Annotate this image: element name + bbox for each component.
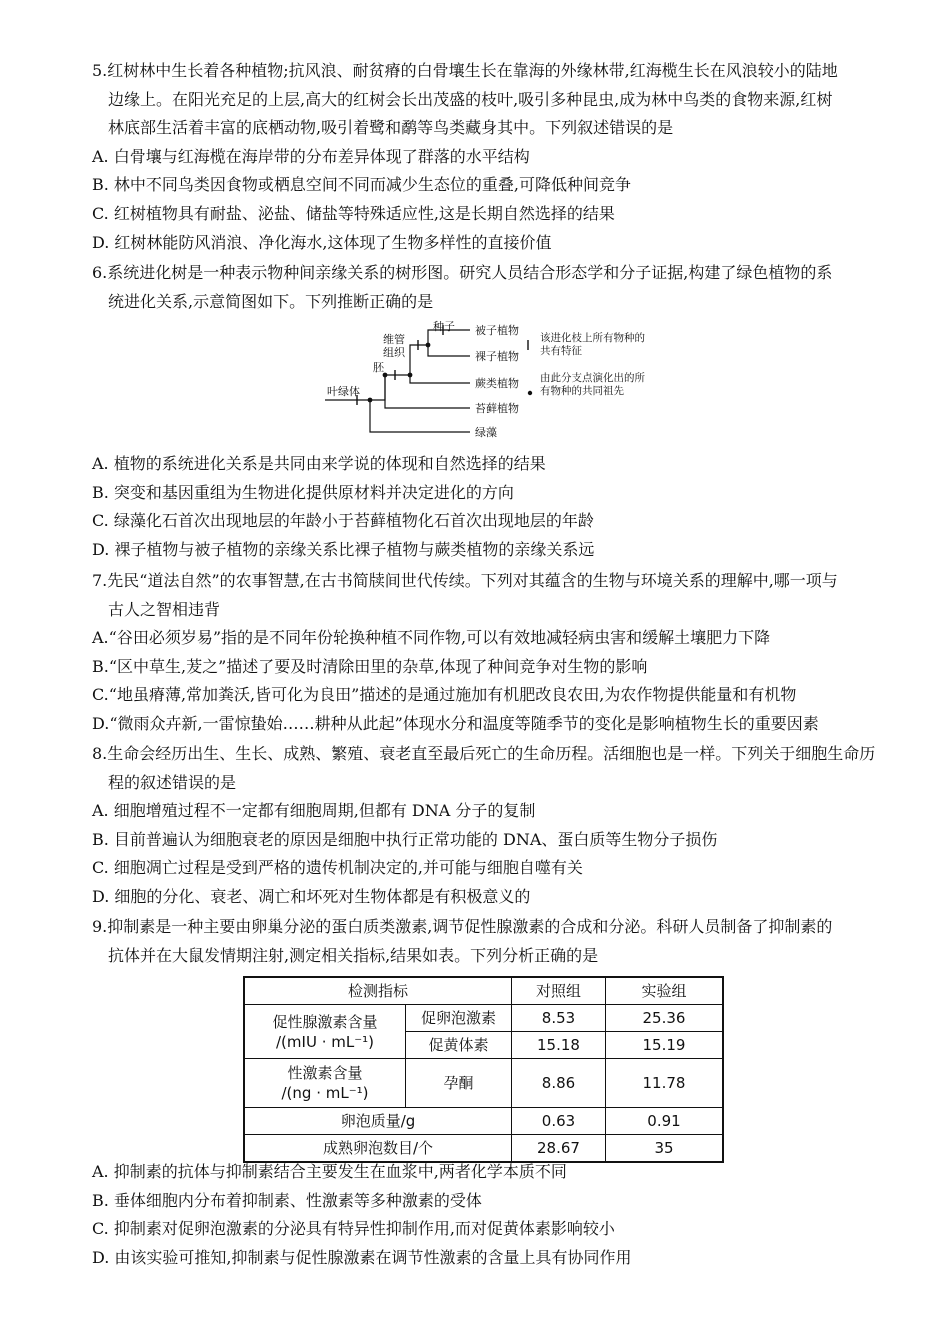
q6-stem-line: 6.系统进化树是一种表示物种间亲缘关系的树形图。研究人员结合形态学和分子证据,构建了绿色植物的系 [92, 263, 833, 282]
node-label-chloroplast: 叶绿体 [327, 385, 360, 398]
q5-stem-line: 5.红树林中生长着各种植物;抗风浪、耐贫瘠的白骨壤生长在靠海的外缘林带,红海榄生长在风浪较小的陆地 [92, 61, 838, 80]
q7-option-d: D.“微雨众卉新,一雷惊蛰始……耕种从此起”体现水分和温度等随季节的变化是影响植物生长的重要因素 [92, 713, 819, 733]
phylogenetic-tree-diagram [325, 320, 665, 448]
table-header: 检测指标 [244, 977, 512, 1005]
q5-option-b: B. 林中不同鸟类因食物或栖息空间不同而减少生态位的重叠,可降低种间竞争 [92, 175, 632, 195]
table-header: 对照组 [512, 977, 606, 1005]
q8-stem-line: 8.生命会经历出生、生长、成熟、繁殖、衰老直至最后死亡的生命历程。活细胞也是一样。下列关于细胞生命历 [92, 744, 876, 763]
node-label-vascular: 维管组织 [383, 333, 405, 359]
table-row [244, 1059, 723, 1108]
taxon-moss: 苔藓植物 [475, 402, 519, 415]
q6-option-b: B. 突变和基因重组为生物进化提供原材料并决定进化的方向 [92, 482, 514, 502]
group-label-unit: /(mIU · mL⁻¹) [276, 1032, 374, 1051]
group-label-unit: /(ng · mL⁻¹) [281, 1084, 369, 1102]
table-row [244, 1108, 723, 1135]
q5-option-c: C. 红树植物具有耐盐、泌盐、储盐等特殊适应性,这是长期自然选择的结果 [92, 203, 615, 223]
node-label-seed: 种子 [433, 320, 455, 333]
question-6-options [92, 450, 892, 564]
table-cell-exp: 0.91 [606, 1108, 724, 1135]
table-cell-control: 8.86 [512, 1059, 606, 1108]
q7-option-a: A.“谷田必须岁易”指的是不同年份轮换种植不同作物,可以有效地减轻病虫害和缓解土壤肥力下降 [92, 628, 771, 648]
table-cell-sub: 孕酮 [406, 1059, 512, 1108]
q6-option-d: D. 裸子植物与被子植物的亲缘关系比裸子植物与蕨类植物的亲缘关系远 [92, 539, 595, 559]
question-5 [92, 57, 892, 257]
q5-option-d: D. 红树林能防风消浪、净化海水,这体现了生物多样性的直接价值 [92, 232, 552, 252]
q7-stem-line: 古人之智相违背 [108, 599, 221, 619]
group-label-sex-hormone [244, 1059, 406, 1108]
q7-stem-line: 7.先民“道法自然”的农事智慧,在古书简牍间世代传续。下列对其蕴含的生物与环境关系的理解中,哪一项与 [92, 571, 838, 590]
table-cell-exp: 11.78 [606, 1059, 724, 1108]
legend-note-tick: 该进化枝上所有物种的共有特征 [540, 332, 645, 357]
group-label-line: 促性腺激素含量 [272, 1012, 378, 1031]
legend-note-dot: 由此分支点演化出的所有物种的共同祖先 [540, 372, 645, 397]
q6-stem-line: 统进化关系,示意简图如下。下列推断正确的是 [108, 291, 434, 311]
question-6 [92, 259, 892, 316]
node-label-embryo: 胚 [373, 361, 384, 374]
results-table [243, 976, 724, 1163]
question-7 [92, 567, 892, 739]
q5-stem-line: 林底部生活着丰富的底栖动物,吸引着鹭和鹬等鸟类藏身其中。下列叙述错误的是 [108, 118, 674, 138]
q9-option-b: B. 垂体细胞内分布着抑制素、性激素等多种激素的受体 [92, 1190, 482, 1210]
q9-option-a: A. 抑制素的抗体与抑制素结合主要发生在血浆中,两者化学本质不同 [92, 1162, 567, 1181]
q8-option-a: A. 细胞增殖过程不一定都有细胞周期,但都有 DNA 分子的复制 [92, 801, 536, 821]
q8-option-c: C. 细胞凋亡过程是受到严格的遗传机制决定的,并可能与细胞自噬有关 [92, 858, 583, 878]
question-9-options [92, 1158, 892, 1272]
q5-option-a: A. 白骨壤与红海榄在海岸带的分布差异体现了群落的水平结构 [92, 146, 530, 166]
group-label-gonadotropin [244, 1005, 406, 1059]
q6-option-c: C. 绿藻化石首次出现地层的年龄小于苔藓植物化石首次出现地层的年龄 [92, 511, 594, 531]
q6-option-a: A. 植物的系统进化关系是共同由来学说的体现和自然选择的结果 [92, 454, 546, 473]
table-cell-exp: 35 [606, 1135, 724, 1163]
table-cell-control: 28.67 [512, 1135, 606, 1163]
taxon-fern: 蕨类植物 [475, 377, 519, 390]
question-8 [92, 740, 892, 912]
q5-stem-line: 边缘上。在阳光充足的上层,高大的红树会长出茂盛的枝叶,吸引多种昆虫,成为林中鸟类的食物来源,红树 [108, 89, 833, 109]
q9-stem-line: 抗体并在大鼠发情期注射,测定相关指标,结果如表。下列分析正确的是 [108, 945, 599, 965]
taxon-gymnosperm: 裸子植物 [475, 350, 519, 363]
table-row [244, 1005, 723, 1032]
q7-option-b: B.“区中草生,茇之”描述了要及时清除田里的杂草,体现了种间竞争对生物的影响 [92, 656, 648, 676]
table-cell-sub: 促卵泡激素 [406, 1005, 512, 1032]
q8-option-d: D. 细胞的分化、衰老、凋亡和坏死对生物体都是有积极意义的 [92, 886, 531, 906]
q9-option-c: C. 抑制素对促卵泡激素的分泌具有特异性抑制作用,而对促黄体素影响较小 [92, 1219, 615, 1239]
table-cell-exp: 25.36 [606, 1005, 724, 1032]
q8-option-b: B. 目前普遍认为细胞衰老的原因是细胞中执行正常功能的 DNA、蛋白质等生物分子损伤 [92, 829, 718, 849]
table-cell-control: 8.53 [512, 1005, 606, 1032]
q9-stem-line: 9.抑制素是一种主要由卵巢分泌的蛋白质类激素,调节促性腺激素的合成和分泌。科研人员制备了抑制素的 [92, 917, 833, 936]
group-label-line: 性激素含量 [287, 1064, 363, 1082]
table-cell-exp: 15.19 [606, 1032, 724, 1059]
table-cell-sub: 促黄体素 [406, 1032, 512, 1059]
taxon-angiosperm: 被子植物 [475, 324, 519, 337]
table-cell-label: 成熟卵泡数目/个 [244, 1135, 512, 1163]
q8-stem-line: 程的叙述错误的是 [108, 772, 237, 792]
q7-option-c: C.“地虽瘠薄,常加粪沃,皆可化为良田”描述的是通过施加有机肥改良农田,为农作物提供能量和有机物 [92, 685, 797, 705]
q9-option-d: D. 由该实验可推知,抑制素与促性腺激素在调节性激素的含量上具有协同作用 [92, 1247, 632, 1267]
taxon-green-algae: 绿藻 [475, 426, 497, 439]
table-cell-label: 卵泡质量/g [244, 1108, 512, 1135]
table-cell-control: 15.18 [512, 1032, 606, 1059]
question-9 [92, 913, 892, 970]
table-cell-control: 0.63 [512, 1108, 606, 1135]
table-header: 实验组 [606, 977, 724, 1005]
table-header-row [244, 977, 723, 1005]
